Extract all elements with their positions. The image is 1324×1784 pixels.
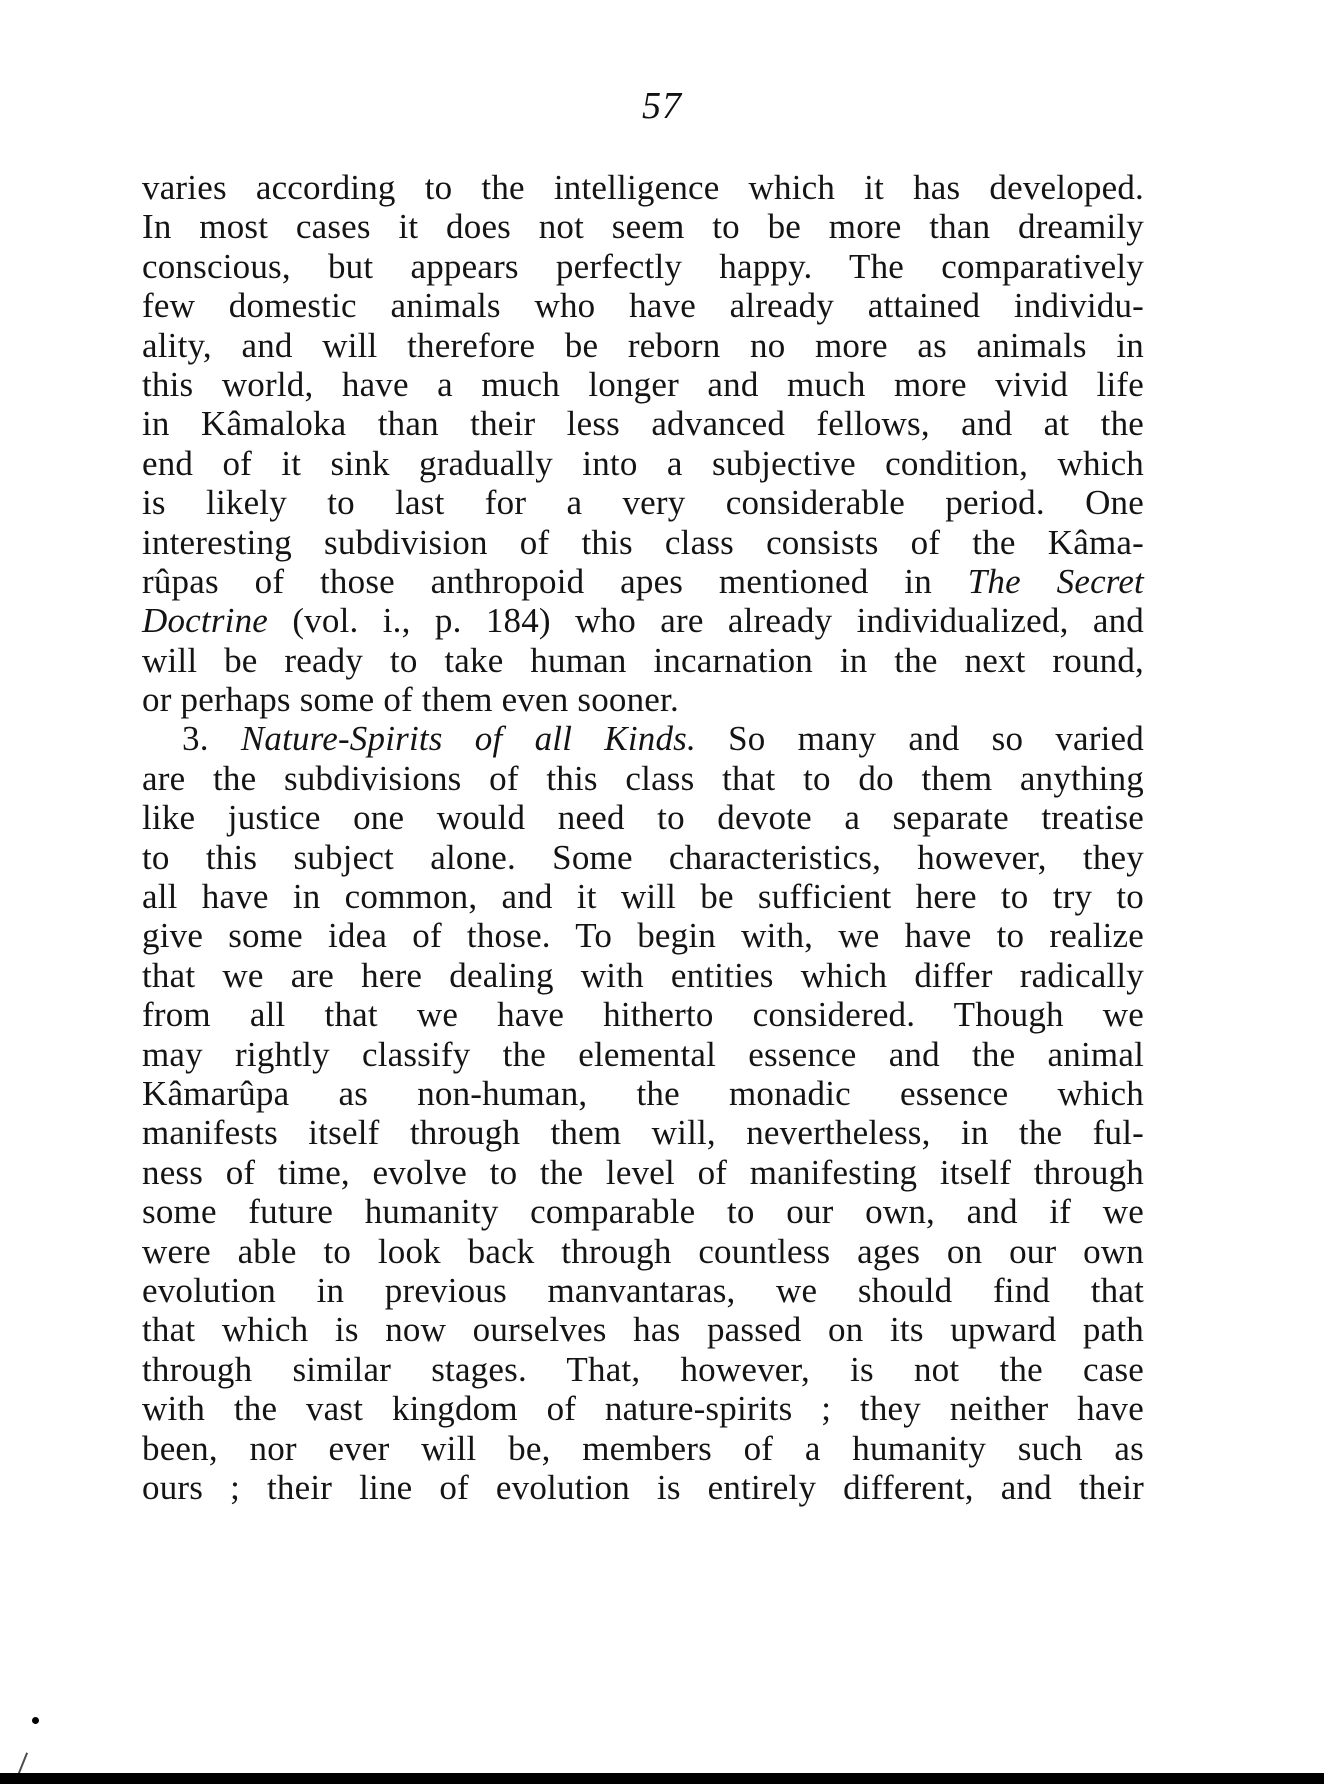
text-line: ness of time, evolve to the level of manifesting itself through	[142, 1152, 1144, 1192]
text-line: In most cases it does not seem to be more than dreamily	[142, 207, 1144, 247]
text-line: give some idea of those. To begin with, we have to realize	[142, 916, 1144, 956]
text-line: will be ready to take human incarnation in the next round,	[142, 640, 1144, 680]
text-line: or perhaps some of them even sooner.	[142, 680, 679, 720]
text-line: all have in common, and it will be sufficient here to try to	[142, 877, 1144, 917]
text-line: were able to look back through countless ages on our own	[142, 1231, 1144, 1271]
text-line: rûpas of those anthropoid apes mentioned in The Secret	[142, 561, 1144, 601]
text-line: may rightly classify the elemental essence and the animal	[142, 1034, 1144, 1074]
text-line: end of it sink gradually into a subjective condition, which	[142, 443, 1144, 483]
text-line: to this subject alone. Some characteristics, however, they	[142, 837, 1144, 877]
body-text	[142, 168, 1144, 1507]
text-line: that we are here dealing with entities which differ radically	[142, 955, 1144, 995]
book-title-italic: The Secret	[967, 561, 1144, 601]
text-line: ours ; their line of evolution is entirely different, and their	[142, 1467, 1144, 1507]
section-heading-line: 3. Nature-Spirits of all Kinds. So many and so varied	[182, 719, 1144, 759]
text-line: evolution in previous manvantaras, we should find that	[142, 1270, 1144, 1310]
text-line: from all that we have hitherto considered. Though we	[142, 995, 1144, 1035]
text-line: is likely to last for a very considerable period. One	[142, 483, 1144, 523]
section-title-italic: Nature-Spirits of all Kinds.	[240, 719, 696, 759]
scan-artifact-dot	[32, 1717, 39, 1724]
text-line: through similar stages. That, however, is not the case	[142, 1349, 1144, 1389]
text-line: manifests itself through them will, nevertheless, in the ful-	[142, 1113, 1144, 1153]
text-line: Doctrine (vol. i., p. 184) who are already individualized, and	[142, 601, 1144, 641]
text-line: like justice one would need to devote a separate treatise	[142, 798, 1144, 838]
text-line: interesting subdivision of this class consists of the Kâma-	[142, 522, 1144, 562]
scan-artifact-scratch	[18, 1752, 28, 1773]
text-line: Kâmarûpa as non-human, the monadic essence which	[142, 1073, 1144, 1113]
text-line: varies according to the intelligence which it has developed.	[142, 168, 1144, 207]
text-line: with the vast kingdom of nature-spirits ; they neither have	[142, 1389, 1144, 1429]
text-line: that which is now ourselves has passed on its upward path	[142, 1310, 1144, 1350]
text-line: this world, have a much longer and much more vivid life	[142, 364, 1144, 404]
page-number: 57	[642, 85, 682, 127]
text-line: conscious, but appears perfectly happy. The comparatively	[142, 246, 1144, 286]
text-line: are the subdivisions of this class that to do them anything	[142, 758, 1144, 798]
text-line: few domestic animals who have already attained individu-	[142, 286, 1144, 326]
text-line: in Kâmaloka than their less advanced fellows, and at the	[142, 404, 1144, 444]
text-line: been, nor ever will be, members of a humanity such as	[142, 1428, 1144, 1468]
text-line: ality, and will therefore be reborn no more as animals in	[142, 325, 1144, 365]
scan-border-bar	[0, 1773, 1324, 1784]
text-line: some future humanity comparable to our own, and if we	[142, 1192, 1144, 1232]
book-title-italic: Doctrine	[142, 601, 269, 641]
section-number: 3.	[182, 719, 241, 759]
